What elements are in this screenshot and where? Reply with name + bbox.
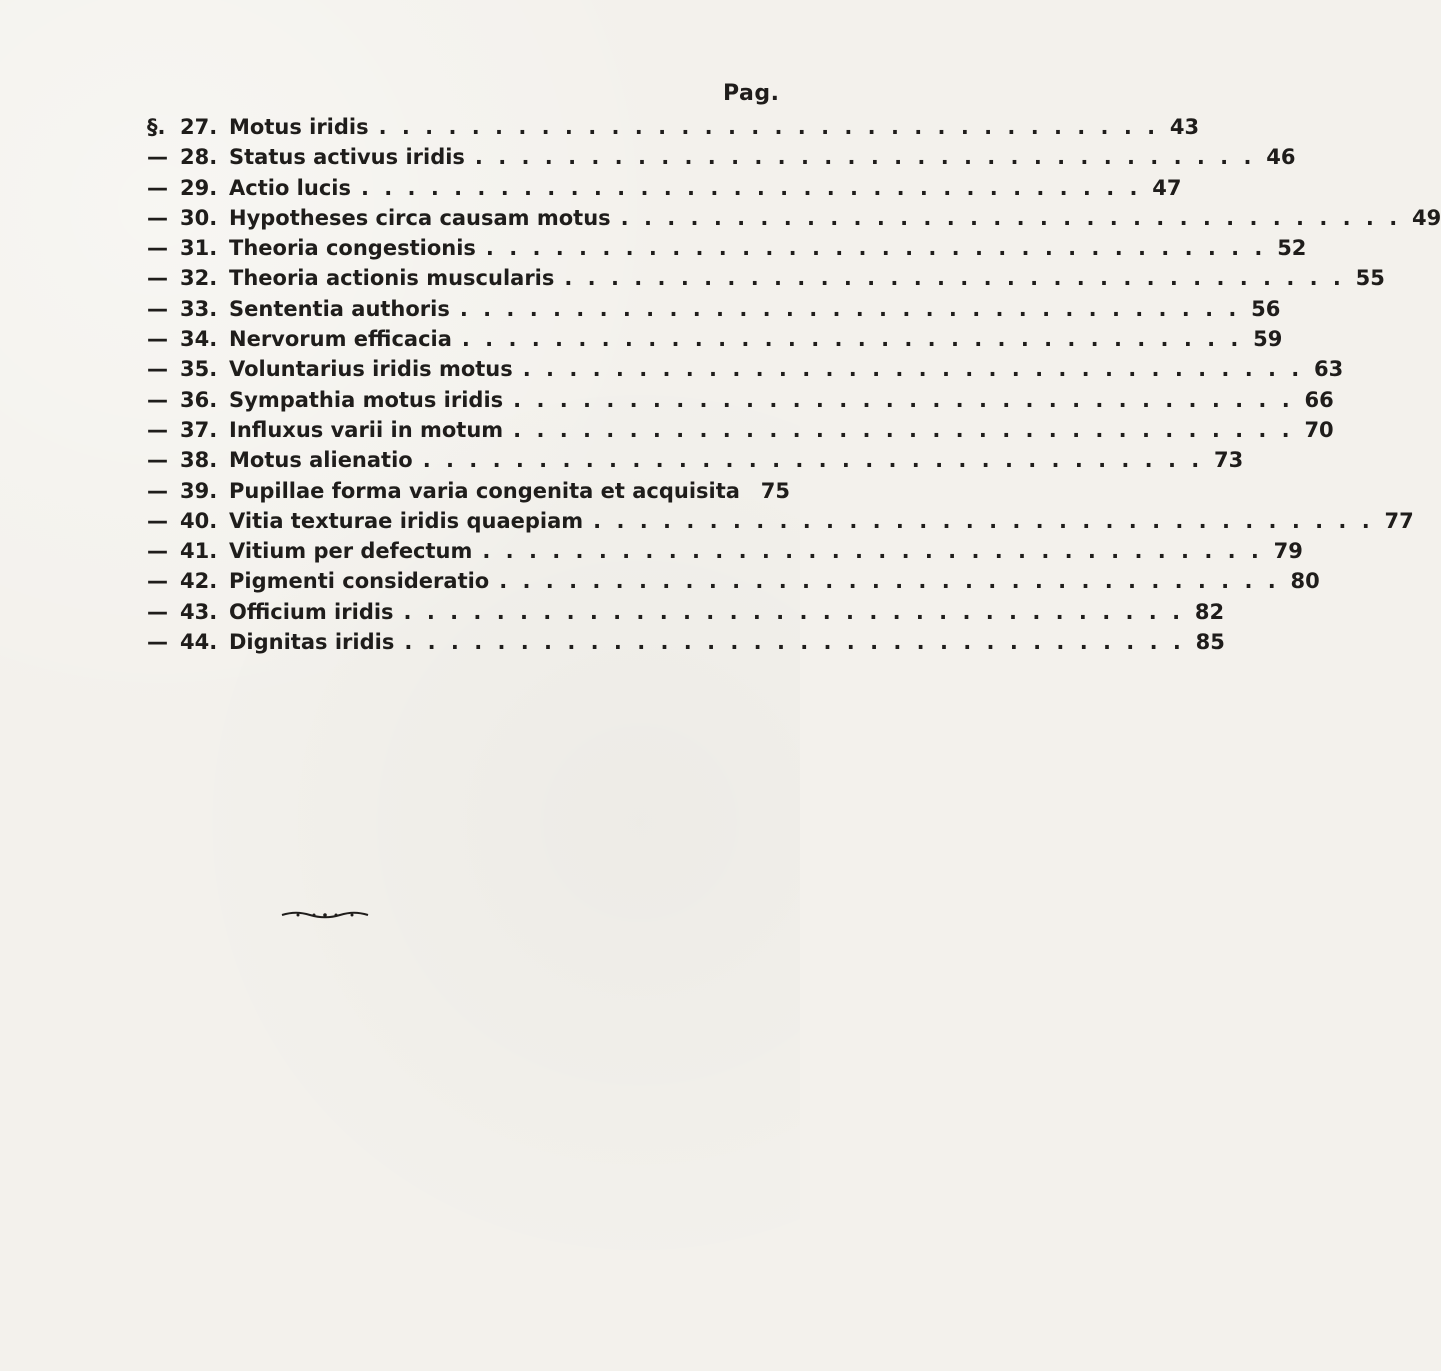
entry-title: Theoria congestionis bbox=[229, 236, 476, 261]
entry-page-number: 82 bbox=[1194, 599, 1225, 624]
entry-prefix: — bbox=[147, 630, 168, 655]
toc-entry bbox=[147, 145, 1296, 175]
entry-prefix: — bbox=[147, 145, 168, 170]
entry-title: Influxus varii in motum bbox=[229, 417, 504, 442]
entry-prefix: — bbox=[147, 327, 168, 352]
entry-title: Sympathia motus iridis bbox=[229, 387, 504, 412]
entry-title: Motus iridis bbox=[229, 115, 369, 139]
entry-title: Officium iridis bbox=[229, 599, 394, 624]
entry-prefix: — bbox=[147, 175, 168, 200]
entry-number: 37. bbox=[180, 417, 218, 442]
dot-leader: . . . . . . . . . . . . . . . . . . . . . . . . . . . . . . . . . . bbox=[564, 266, 1345, 291]
dot-leader: . . . . . . . . . . . . . . . . . . . . . . . . . . . . . . . . . . bbox=[485, 236, 1267, 261]
entry-page-number: 43 bbox=[1169, 115, 1200, 139]
entry-prefix: — bbox=[147, 357, 168, 382]
entry-title: Nervorum efficacia bbox=[229, 327, 452, 352]
entry-prefix: — bbox=[147, 266, 168, 291]
entry-prefix: §. bbox=[147, 115, 166, 139]
entry-title: Dignitas iridis bbox=[229, 630, 395, 655]
entry-page-number: 49 bbox=[1411, 205, 1441, 230]
entry-number: 34. bbox=[180, 327, 218, 352]
entry-number: 33. bbox=[180, 296, 218, 321]
dot-leader: . . . . . . . . . . . . . . . . . . . . . . . . . . . . . . . . . . bbox=[513, 387, 1294, 412]
entry-number: 39. bbox=[180, 478, 218, 503]
entry-title: Sententia authoris bbox=[229, 296, 450, 321]
entry-number: 40. bbox=[180, 508, 218, 533]
toc-entry bbox=[147, 266, 1385, 296]
entry-number: 32. bbox=[180, 266, 218, 291]
entry-page-number: 75 bbox=[760, 478, 790, 503]
entry-page-number: 55 bbox=[1355, 266, 1385, 291]
entry-number: 28. bbox=[180, 145, 218, 170]
dot-leader: . . . . . . . . . . . . . . . . . . . . . . . . . . . . . . . . . . bbox=[422, 448, 1204, 473]
dot-leader: . . . . . . . . . . . . . . . . . . . . . . . . . . . . . . . . . . bbox=[459, 296, 1241, 321]
toc-entry bbox=[147, 478, 790, 509]
entry-page-number: 47 bbox=[1152, 175, 1182, 200]
entry-page-number: 73 bbox=[1214, 448, 1244, 473]
toc-entry bbox=[147, 387, 1334, 418]
toc-entry bbox=[147, 357, 1344, 387]
entry-number: 27. bbox=[180, 115, 218, 139]
dot-leader: . . . . . . . . . . . . . . . . . . . . . . . . . . . . . . . . . . bbox=[461, 327, 1243, 352]
entry-title: Actio lucis bbox=[229, 175, 351, 200]
entry-number: 43. bbox=[180, 599, 218, 624]
entry-number: 35. bbox=[180, 357, 218, 382]
entry-prefix: — bbox=[147, 539, 168, 564]
entry-page-number: 70 bbox=[1304, 417, 1334, 442]
entry-prefix: — bbox=[147, 236, 168, 261]
entry-prefix: — bbox=[147, 417, 168, 442]
entry-page-number: 79 bbox=[1273, 539, 1303, 564]
toc-entry bbox=[147, 448, 1244, 478]
toc-entry bbox=[147, 327, 1283, 357]
entry-page-number: 63 bbox=[1314, 357, 1344, 382]
entry-number: 29. bbox=[180, 175, 218, 200]
entry-title: Motus alienatio bbox=[229, 448, 413, 473]
entry-number: 42. bbox=[180, 569, 218, 594]
toc-entry bbox=[147, 539, 1303, 569]
toc-entry bbox=[147, 630, 1225, 660]
entry-title: Pupillae forma varia congenita et acquisita bbox=[229, 478, 740, 503]
entry-number: 31. bbox=[180, 236, 218, 261]
entry-page-number: 85 bbox=[1195, 630, 1225, 655]
entry-number: 41. bbox=[180, 539, 218, 564]
entry-prefix: — bbox=[147, 296, 168, 321]
entry-page-number: 77 bbox=[1384, 508, 1414, 533]
toc-entry bbox=[147, 599, 1225, 630]
entry-number: 38. bbox=[180, 448, 218, 473]
entry-page-number: 52 bbox=[1277, 236, 1307, 261]
entry-title: Vitia texturae iridis quaepiam bbox=[229, 508, 584, 533]
entry-prefix: — bbox=[147, 205, 168, 230]
entry-number: 36. bbox=[180, 387, 218, 412]
entry-title: Vitium per defectum bbox=[229, 539, 473, 564]
entry-prefix: — bbox=[147, 599, 168, 624]
toc-entry bbox=[147, 417, 1334, 448]
entry-prefix: — bbox=[147, 508, 168, 533]
entry-prefix: — bbox=[147, 387, 168, 412]
entry-title: Pigmenti consideratio bbox=[229, 569, 490, 594]
dot-leader: . . . . . . . . . . . . . . . . . . . . . . . . . . . . . . . . . . bbox=[482, 539, 1263, 564]
entry-number: 44. bbox=[180, 630, 218, 655]
toc-entry bbox=[147, 115, 1200, 145]
dot-leader: . . . . . . . . . . . . . . . . . . . . . . . . . . . . . . . . . . bbox=[360, 175, 1142, 200]
entry-page-number: 80 bbox=[1290, 569, 1320, 594]
dot-leader: . . . . . . . . . . . . . . . . . . . . . . . . . . . . . . . . . . bbox=[513, 417, 1294, 442]
dot-leader: . . . . . . . . . . . . . . . . . . . . . . . . . . . . . . . . . . bbox=[522, 357, 1304, 382]
dot-leader: . . . . . . . . . . . . . . . . . . . . . . . . . . . . . . . . . . bbox=[378, 115, 1160, 139]
entry-number: 30. bbox=[180, 205, 218, 230]
dot-leader: . . . . . . . . . . . . . . . . . . . . . . . . . . . . . . . . . . bbox=[474, 145, 1256, 170]
entry-page-number: 66 bbox=[1304, 387, 1334, 412]
entry-title: Hypotheses circa causam motus bbox=[229, 205, 611, 230]
toc-entry bbox=[147, 205, 1441, 236]
toc-entry bbox=[147, 569, 1320, 599]
entry-prefix: — bbox=[147, 569, 168, 594]
entry-page-number: 59 bbox=[1253, 327, 1283, 352]
toc-entry bbox=[147, 175, 1182, 206]
dot-leader: . . . . . . . . . . . . . . . . . . . . . . . . . . . . . . . . . . bbox=[620, 205, 1402, 230]
entry-prefix: — bbox=[147, 478, 168, 503]
entry-title: Status activus iridis bbox=[229, 145, 465, 170]
table-of-contents bbox=[147, 115, 1441, 660]
entry-title: Theoria actionis muscularis bbox=[229, 266, 555, 291]
toc-entry bbox=[147, 236, 1307, 266]
entry-prefix: — bbox=[147, 448, 168, 473]
entry-title: Voluntarius iridis motus bbox=[229, 357, 513, 382]
entry-page-number: 56 bbox=[1251, 296, 1281, 321]
dot-leader: . . . . . . . . . . . . . . . . . . . . . . . . . . . . . . . . . . bbox=[593, 508, 1374, 533]
page-column-header: Pag. bbox=[723, 81, 780, 106]
dot-leader: . . . . . . . . . . . . . . . . . . . . . . . . . . . . . . . . . . bbox=[404, 630, 1185, 655]
toc-entry bbox=[147, 508, 1414, 539]
dot-leader: . . . . . . . . . . . . . . . . . . . . . . . . . . . . . . . . . . bbox=[499, 569, 1280, 594]
printer-ornament-icon bbox=[280, 909, 370, 921]
entry-page-number: 46 bbox=[1266, 145, 1296, 170]
toc-entry bbox=[147, 296, 1281, 327]
dot-leader: . . . . . . . . . . . . . . . . . . . . . . . . . . . . . . . . . . bbox=[403, 599, 1185, 624]
